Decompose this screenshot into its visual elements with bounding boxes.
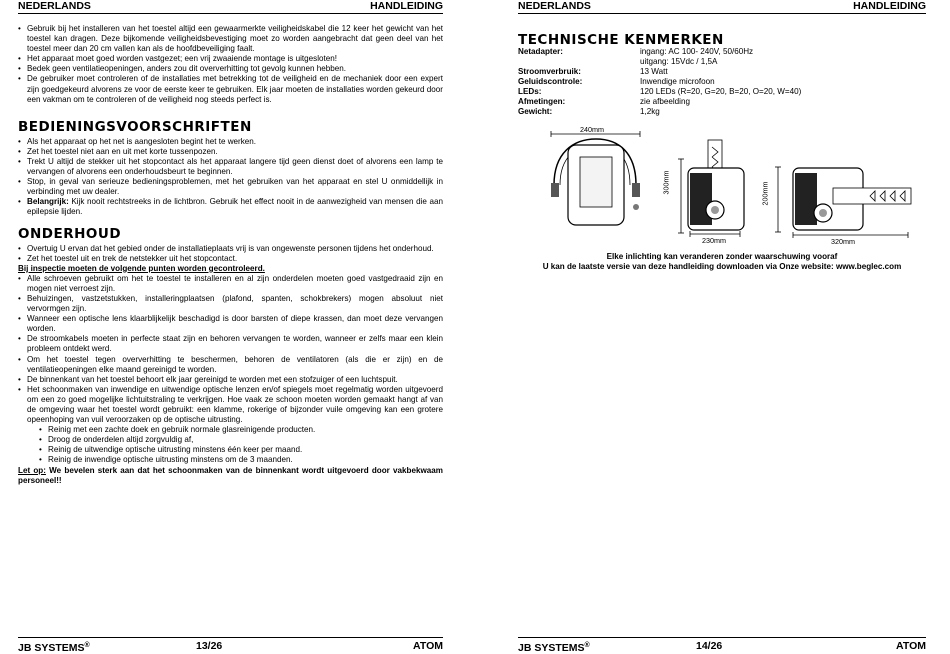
spec-label	[518, 57, 640, 67]
sub-list-item: • Reinig met een zachte doek en gebruik normale glasreinigende producten.	[39, 425, 443, 435]
list-item: • De binnenkant van het toestel behoort elk jaar gereinigd te worden met een stofzuiger of een luchtspuit.	[18, 375, 443, 385]
disclaimer	[518, 252, 926, 272]
brand-name: JB SYSTEMS	[518, 642, 585, 654]
disclaimer-line-1: Elke inlichting kan veranderen zonder waarschuwing vooraf	[606, 252, 838, 261]
spec-value: ingang: AC 100- 240V, 50/60Hz	[640, 47, 754, 56]
front-view-drawing	[551, 131, 640, 225]
left-body	[18, 24, 443, 486]
spec-value: 120 LEDs (R=20, G=20, B=20, O=20, W=40)	[640, 87, 802, 96]
registered-mark: ®	[84, 642, 90, 649]
left-header-language: NEDERLANDS	[18, 0, 91, 12]
spec-row	[518, 47, 926, 57]
list-item: • De stroomkabels moeten in perfecte staat zijn en behoren vervangen te worden, wanneer er zelfs maar een klein probleem ontdekt werd.	[18, 334, 443, 354]
spec-value: zie afbeelding	[640, 97, 690, 106]
right-page	[518, 0, 926, 654]
list-item: • Zet het toestel uit en trek de netstekker uit het stopcontact.	[18, 254, 443, 264]
attention-note	[18, 466, 443, 486]
spec-row	[518, 67, 926, 77]
registered-mark: ®	[584, 642, 590, 649]
back-view-drawing	[775, 167, 911, 238]
spec-value: 1,2kg	[640, 107, 660, 116]
spec-label: Netadapter:	[518, 47, 563, 56]
spec-label: Gewicht:	[518, 107, 553, 116]
left-page	[18, 0, 443, 654]
spec-row	[518, 97, 926, 107]
spec-label: Geluidscontrole:	[518, 77, 583, 86]
maintenance-list-a	[18, 244, 443, 264]
spec-value: Inwendige microfoon	[640, 77, 715, 86]
list-item: • Wanneer een optische lens klaarblijkelijk beschadigd is door barsten of diepe krassen, dan moet deze vervangen worden.	[18, 314, 443, 334]
footer-brand	[518, 638, 696, 654]
note-label: Let op:	[18, 465, 46, 475]
list-item: • Gebruik bij het installeren van het toestel altijd een gewaarmerkte veiligheidskabel die 12 keer het gewicht van het toestel kan dragen. Deze bijkomende veiligheidsbevestiging moet zo worden aangebracht dat geen deel van het toestel meer dan 20 cm vallen kan als de hoofdbeveiliging faalt.	[18, 24, 443, 54]
spec-label: LEDs:	[518, 87, 542, 96]
important-text: Kijk nooit rechtstreeks in de lichtbron. Gebruik het effect nooit in de aanwezigheid van mensen die aan epilepsie lijden.	[27, 197, 443, 217]
specs-table	[518, 47, 926, 117]
side-height-label: 300mm	[661, 170, 671, 195]
spec-row	[518, 57, 926, 67]
list-item: • Stop, in geval van serieuze bedieningsproblemen, met het gebruiken van het apparaat en stel U onmiddellijk in verbinding met uw dealer.	[18, 177, 443, 197]
note-text: We bevelen sterk aan dat het schoonmaken van de binnenkant wordt uitgevoerd door vakbekwaam personeel!!	[18, 465, 443, 485]
specs-title: TECHNISCHE KENMERKEN	[518, 32, 724, 48]
right-header-language: NEDERLANDS	[518, 0, 591, 12]
disclaimer-line-2: U kan de laatste versie van deze handleiding downloaden via Onze website: www.beglec.com	[542, 262, 902, 271]
list-item: • Het schoonmaken van inwendige en uitwendige optische lenzen en/of spiegels moet regelmatig worden uitgevoerd om een zo goed mogelijke lichtuitstraling te verkrijgen. Hoe vaak ze schoon moeten worden gemaakt hangt af van de omgeving waar het toestel wordt gebruikt: een klamme, rokerige of bijzonder vuile omgeving kan een grotere opeenhoping van vuil veroorzaken op de optische uitrusting.	[18, 385, 443, 425]
important-label: Belangrijk:	[27, 197, 69, 207]
list-item: • Als het apparaat op het net is aangesloten begint het te werken.	[18, 137, 443, 147]
list-item: • Behuizingen, vastzetstukken, installeringplaatsen (plafond, spanten, schokbrekers) mogen absoluut niet vervormgen zijn.	[18, 294, 443, 314]
list-item-important	[18, 197, 443, 217]
back-height-label: 200mm	[760, 181, 770, 206]
spec-value: 13 Watt	[640, 67, 668, 76]
footer-model: ATOM	[413, 640, 443, 652]
list-item: • Trekt U altijd de stekker uit het stopcontact als het apparaat langere tijd geen dienst doet of alvorens een lamp te vervangen of alvorens een onderhoudsbeurt te beginnen.	[18, 157, 443, 177]
page-number: 14/26	[696, 640, 723, 652]
spec-row	[518, 87, 926, 97]
intro-list	[18, 24, 443, 105]
list-item: • Het apparaat moet goed worden vastgezet; een vrij zwaaiende montage is uitgesloten!	[18, 54, 443, 64]
brand-name: JB SYSTEMS	[18, 642, 85, 654]
right-footer	[518, 637, 926, 654]
list-item: • De gebruiker moet controleren of de installaties met betrekking tot de veiligheid en de mechaniek door een expert zijn goedgekeurd alvorens ze voor de eerste keer te gebruiken. Elk jaar moeten de installaties worden gekeurd door een vakman om te controleren of de veiligheid nog steeds perfect is.	[18, 74, 443, 104]
footer-model: ATOM	[896, 640, 926, 652]
front-width-label: 240mm	[580, 125, 604, 134]
list-item: • Om het toestel tegen oververhitting te beschermen, behoren de ventilatoren (als die er zijn) en de ventilatieopeningen elke maand gereinigd te worden.	[18, 355, 443, 375]
left-header	[18, 0, 443, 14]
spec-label: Stroomverbruik:	[518, 67, 581, 76]
footer-brand	[18, 638, 196, 654]
left-footer	[18, 637, 443, 654]
list-item: • Overtuig U ervan dat het gebied onder de installatieplaats vrij is van ongewenste personen tijdens het onderhoud.	[18, 244, 443, 254]
sub-list-item: • Droog de onderdelen altijd zorgvuldig af,	[39, 435, 443, 445]
section-title-operation: BEDIENINGSVOORSCHRIFTEN	[18, 118, 252, 135]
dimensions-figure	[518, 123, 926, 251]
list-item: • Alle schroeven gebruikt om het te toestel te installeren en al zijn onderdelen moeten goed vastgedraaid zijn en mogen niet verroest zijn.	[18, 274, 443, 294]
list-item: • Bedek geen ventilatieopeningen, anders zou dit oververhitting tot gevolg kunnen hebben.	[18, 64, 443, 74]
list-item: • Zet het toestel niet aan en uit met korte tussenpozen.	[18, 147, 443, 157]
left-header-title: HANDLEIDING	[370, 0, 443, 12]
dimensions-drawing	[518, 123, 926, 251]
maintenance-list-b	[18, 274, 443, 425]
spec-value: uitgang: 15Vdc / 1,5A	[640, 57, 718, 66]
spec-row	[518, 77, 926, 87]
sub-list-item: • Reinig de inwendige optische uitrusting minstens om de 3 maanden.	[39, 455, 443, 465]
side-view-drawing	[678, 140, 744, 237]
section-title-maintenance: ONDERHOUD	[18, 225, 122, 242]
inspection-heading: Bij inspectie moeten de volgende punten worden gecontroleerd.	[18, 263, 265, 273]
right-header-title: HANDLEIDING	[853, 0, 926, 12]
spec-row	[518, 107, 926, 117]
right-header	[518, 0, 926, 14]
spec-label: Afmetingen:	[518, 97, 566, 106]
cleaning-sublist	[39, 425, 443, 465]
operation-list	[18, 137, 443, 218]
page-number: 13/26	[196, 640, 223, 652]
sub-list-item: • Reinig de uitwendige optische uitrusting minstens één keer per maand.	[39, 445, 443, 455]
back-width-label: 320mm	[831, 237, 855, 246]
side-width-label: 230mm	[702, 236, 726, 245]
